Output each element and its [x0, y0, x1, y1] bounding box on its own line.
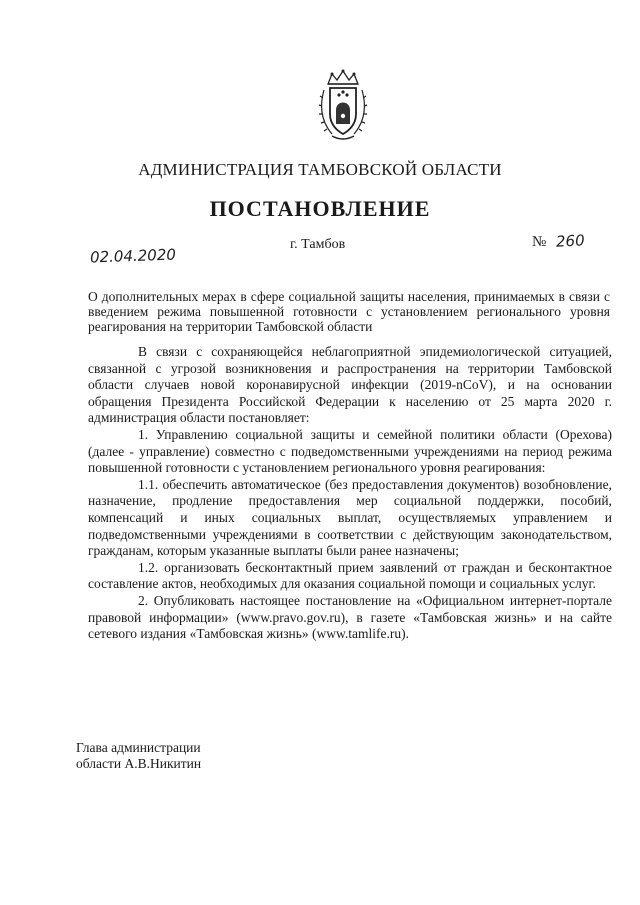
signature-name: области А.В.Никитин — [76, 756, 202, 771]
body-paragraph-item-2: 2. Опубликовать настоящее постановление на «Официальном интернет-портале правовой информации» (www.pravo.gov.ru), в газете «Тамбовская жизнь» и на сайте сетевого издания «Тамбовская жизнь» (www.tamlife.ru). — [88, 592, 612, 642]
document-body — [88, 344, 612, 643]
body-paragraph-item-1-1: 1.1. обеспечить автоматическое (без предоставления документов) возобновление, назначение, продление предоставления мер социальной поддержки, пособий, компенсаций и иных социальных выплат, осуществляемых управлением и подведомственными учреждениями в соответствии с действующим законодательством, гражданам, которым указанные выплаты были ранее назначены; — [88, 476, 612, 559]
signature-block — [76, 740, 201, 772]
document-number: 260 — [555, 231, 586, 251]
organization-name: АДМИНИСТРАЦИЯ ТАМБОВСКОЙ ОБЛАСТИ — [138, 160, 502, 179]
document-subject: О дополнительных мерах в сфере социальной защиты населения, принимаемых в связи с введением режима повышенной готовности с установлением регионального уровня реагирования на территории Тамбовской области — [88, 289, 610, 334]
document-city: г. Тамбов — [290, 237, 346, 252]
document-type-title: ПОСТАНОВЛЕНИЕ — [209, 196, 431, 221]
signature-title: Глава администрации — [76, 740, 201, 755]
coat-of-arms-emblem — [318, 68, 368, 142]
body-paragraph-item-1-2: 1.2. организовать бесконтактный прием заявлений от граждан и бесконтактное составление актов, необходимых для оказания социальной помощи и социальных услуг. — [88, 559, 612, 592]
body-paragraph-preamble: В связи с сохраняющейся неблагоприятной эпидемиологической ситуацией, связанной с угрозой возникновения и распространения на территории Тамбовской области случаев новой коронавирусной инфекции (2019-nCoV), и на основании обращения Президента Российской Федерации к населению от 25 марта 2020 г. администрация области постановляет: — [88, 344, 612, 426]
document-number-label: № — [532, 234, 547, 250]
body-paragraph-item-1: 1. Управлению социальной защиты и семейной политики области (Орехова) (далее - управление) совместно с подведомственными учреждениями на период режима повышенной готовности с установлением регионального уровня реагирования: — [88, 426, 612, 476]
document-date: 02.04.2020 — [89, 245, 177, 267]
